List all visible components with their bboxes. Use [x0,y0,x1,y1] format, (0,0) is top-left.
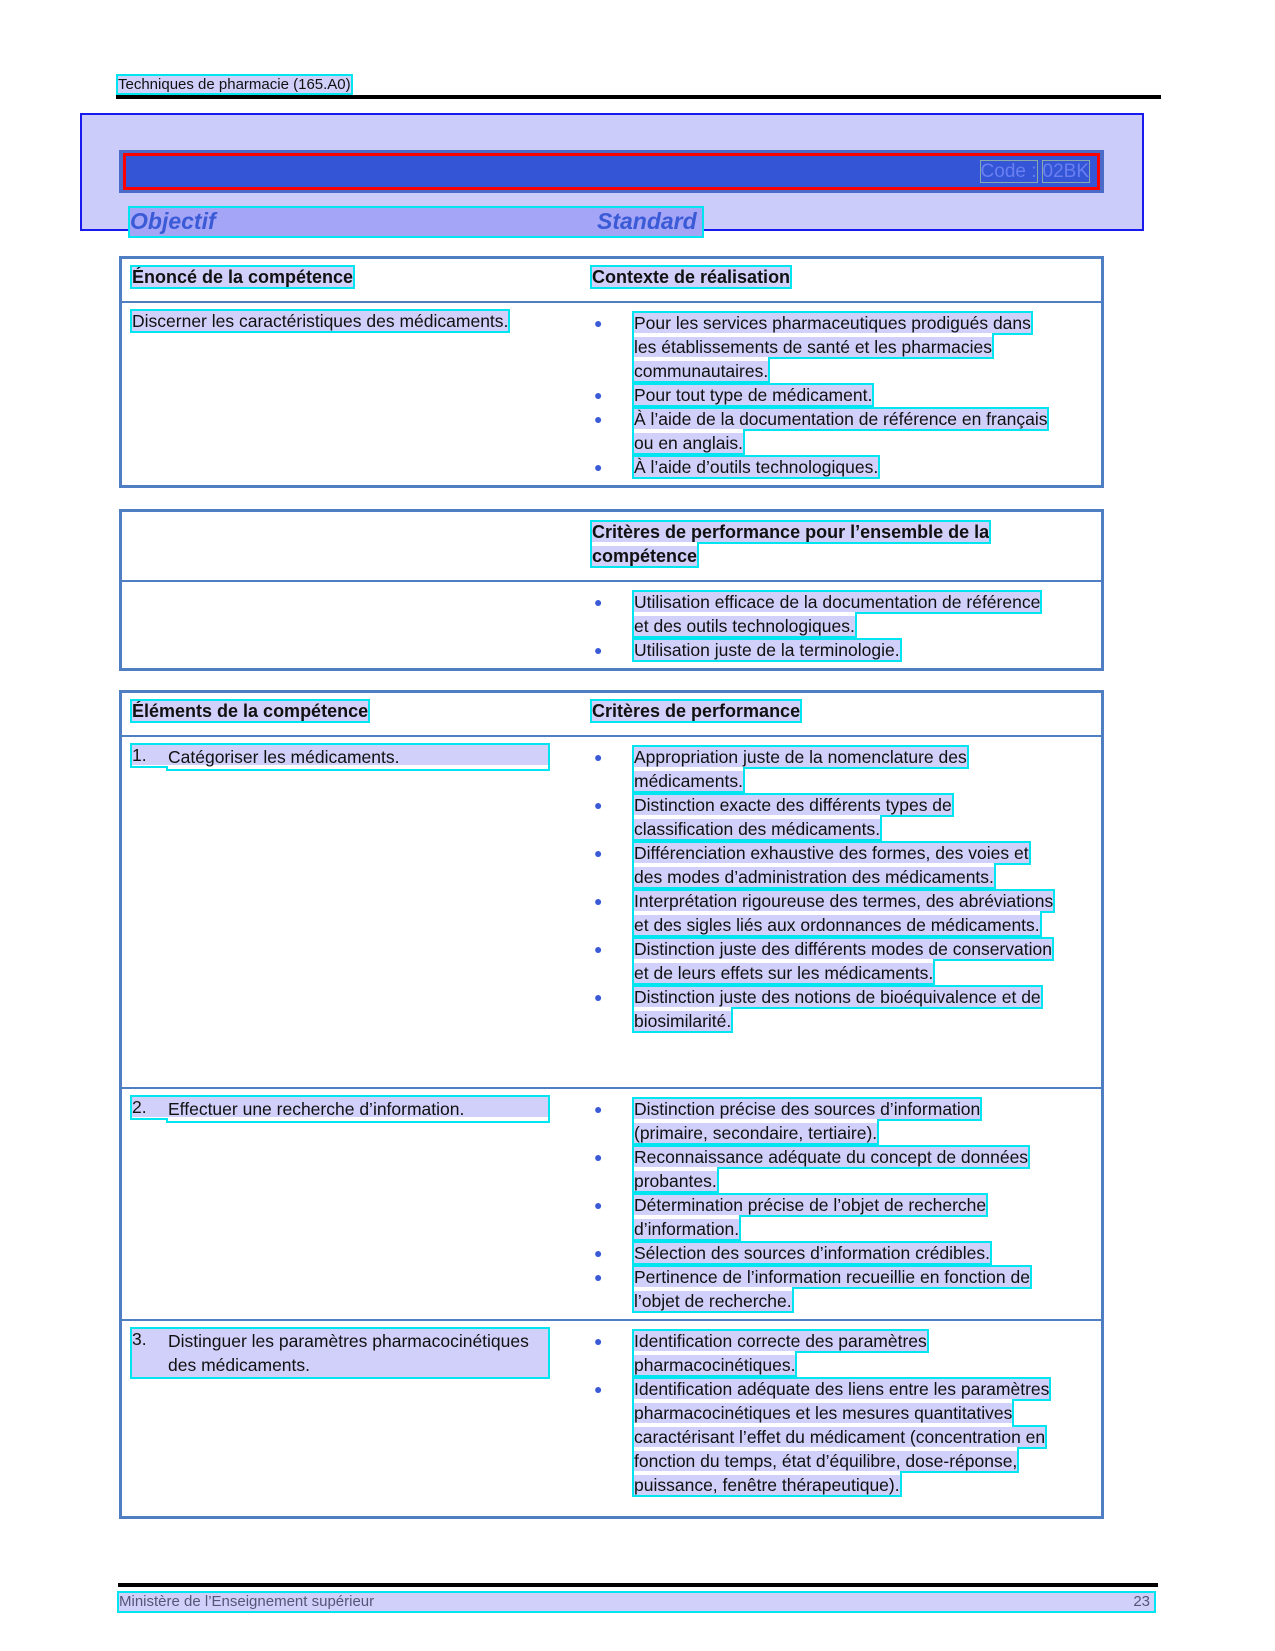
page-number: 23 [1133,1593,1150,1610]
global-criteria-header: Critères de performance pour l’ensemble de la compétence [592,522,990,566]
code-label: Code : [980,161,1037,182]
program-header: Techniques de pharmacie (165.A0) [118,76,351,93]
list-item: ● Sélection des sources d’information crédibles. [594,1242,991,1263]
bullet-icon: ● [594,844,603,861]
table-row [121,1088,1103,1320]
element-text: Distinguer les paramètres pharmacocinétiques des médicaments. [168,1330,529,1375]
bullet-icon: ● [594,1332,603,1349]
statement-table [119,256,1104,488]
bullet-icon: ● [594,892,603,909]
elements-header: Éléments de la compétence [132,701,369,721]
code-value: 02BK [1042,161,1089,182]
list-item: ● Utilisation efficace de la documentation de référence et des outils technologiques. [594,591,1041,636]
header-rule [116,95,1161,99]
bullet-icon: ● [594,641,603,658]
bullet-icon: ● [594,1268,603,1285]
competency-code [975,161,1089,183]
list-item: ● Interprétation rigoureuse des termes, des abréviations et des sigles liés aux ordonnances de médicaments. [594,890,1054,935]
list-item: ● À l’aide d’outils technologiques. [594,456,879,477]
element-number: 1. [132,744,147,765]
bullet-icon: ● [594,1380,603,1397]
heading-objectif: Objectif [130,208,216,234]
list-item: ● Utilisation juste de la terminologie. [594,639,900,660]
global-criteria-list [592,590,1091,662]
bullet-icon: ● [594,458,603,475]
heading-standard: Standard [597,208,697,234]
competency-statement: Discerner les caractéristiques des médicaments. [132,310,509,331]
list-item: ● Distinction juste des différents modes de conservation et de leurs effets sur les médicaments. [594,938,1052,983]
code-bar-inner [123,153,1100,190]
context-list [592,311,1091,479]
bullet-icon: ● [594,1148,603,1165]
list-item: ● À l’aide de la documentation de référence en français ou en anglais. [594,408,1048,453]
footer-ministry: Ministère de l’Enseignement supérieur [119,1593,375,1610]
bullet-icon: ● [594,314,603,331]
bullet-icon: ● [594,1100,603,1117]
list-item: ● Distinction précise des sources d’information (primaire, secondaire, tertiaire). [594,1098,981,1143]
list-item: ● Reconnaissance adéquate du concept de données probantes. [594,1146,1029,1191]
list-item: ● Identification adéquate des liens entre les paramètres pharmacocinétiques et les mesures quantitatives caractérisant l’effet du médicament (concentration en fonction du temps, état d’équilibre, dose-réponse, puissance, fenêtre thérapeutique). [594,1378,1050,1495]
list-item: ● Appropriation juste de la nomenclature des médicaments. [594,746,967,791]
bullet-icon: ● [594,1196,603,1213]
list-item: ● Distinction juste des notions de bioéquivalence et de biosimilarité. [594,986,1041,1031]
list-item: ● Pour les services pharmaceutiques prodigués dans les établissements de santé et les pharmacies communautaires. [594,312,1031,381]
global-criteria-table [119,509,1104,671]
bullet-icon: ● [594,988,603,1005]
element-text: Effectuer une recherche d’information. [168,1098,465,1119]
footer-rule [118,1583,1158,1587]
bullet-icon: ● [594,593,603,610]
criteria-header: Critères de performance [592,701,801,721]
statement-header: Énoncé de la compétence [132,267,354,287]
footer [119,1593,1154,1611]
list-item: ● Détermination précise de l’objet de recherche d’information. [594,1194,987,1239]
list-item: ● Pour tout type de médicament. [594,384,873,405]
list-item: ● Identification correcte des paramètres pharmacocinétiques. [594,1330,927,1375]
bullet-icon: ● [594,940,603,957]
element-number: 2. [132,1096,147,1117]
bullet-icon: ● [594,1244,603,1261]
list-item: ● Distinction exacte des différents types de classification des médicaments. [594,794,952,839]
element-number: 3. [132,1328,147,1349]
table-row [121,736,1103,1088]
bullet-icon: ● [594,748,603,765]
element-text: Catégoriser les médicaments. [168,746,400,767]
list-item: ● Pertinence de l’information recueillie en fonction de l’objet de recherche. [594,1266,1030,1311]
bullet-icon: ● [594,386,603,403]
bullet-icon: ● [594,796,603,813]
bullet-icon: ● [594,410,603,427]
table-row [121,1320,1103,1518]
list-item: ● Différenciation exhaustive des formes, des voies et des modes d’administration des médicaments. [594,842,1029,887]
context-header: Contexte de réalisation [592,267,791,287]
elements-table [119,690,1104,1519]
